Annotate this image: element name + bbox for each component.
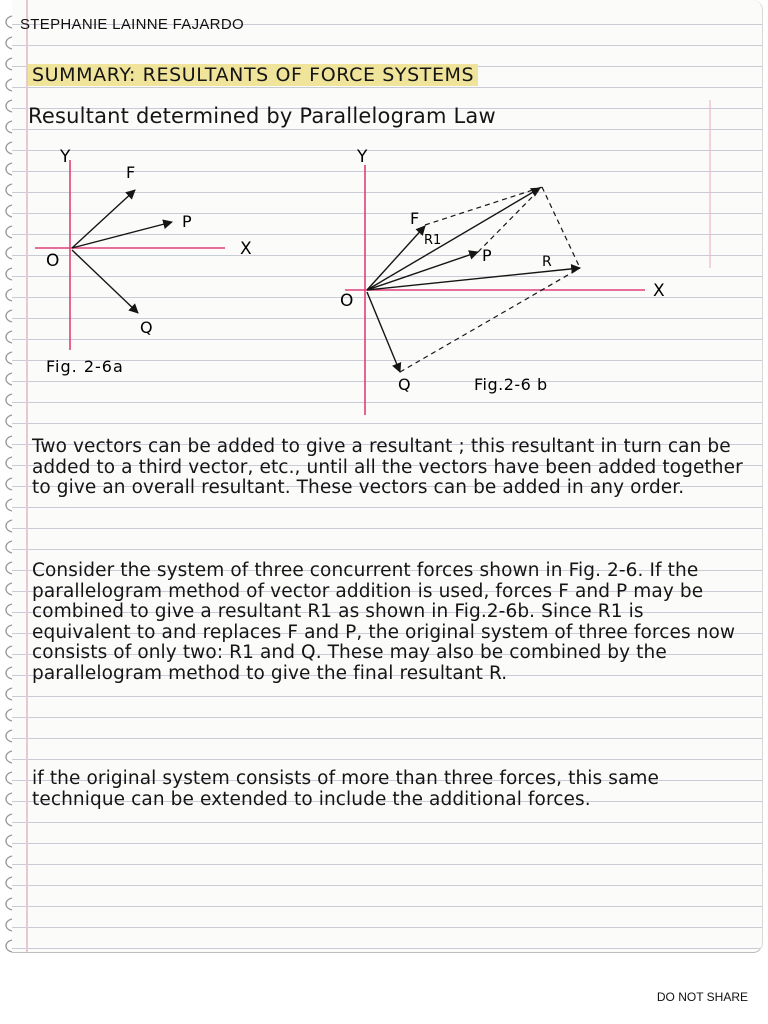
fig-b-r1-label: R1 — [424, 233, 442, 248]
fig-b-y-label: Y — [357, 147, 368, 167]
spiral-ring — [6, 583, 12, 595]
spiral-ring — [6, 730, 12, 742]
fig-b-origin-label: O — [340, 291, 354, 311]
spiral-ring — [6, 940, 12, 952]
footer-notice: DO NOT SHARE — [656, 990, 748, 1004]
spiral-ring — [6, 457, 12, 469]
page-subtitle: Resultant determined by Parallelogram Law — [28, 104, 496, 128]
paragraph-additional-forces: if the original system consists of more than three forces, this same technique can be extended to include the additional forces. — [32, 768, 660, 810]
paragraph-concurrent-forces: Consider the system of three concurrent forces shown in Fig. 2-6. If the parallelogram method of vector addition is used, forces F and P may be combined to give a resultant R1 as shown in Fig.2-6b. Since R1 is equivalent to and replaces F and P, the original system of three forces now consists of only two: R1 and Q. These may also be combined by the parallelogram method to give the final resultant R. — [32, 560, 736, 684]
spiral-ring — [6, 772, 12, 784]
spiral-ring — [6, 667, 12, 679]
fig-a-x-label: X — [240, 239, 252, 259]
spiral-ring — [6, 877, 12, 889]
fig-a-q-label: Q — [140, 318, 153, 337]
fig-a-caption: Fig. 2-6a — [46, 357, 124, 376]
fig-a-p-label: P — [182, 212, 192, 231]
spiral-ring — [6, 709, 12, 721]
fig-b-caption: Fig.2-6 b — [474, 375, 548, 394]
spiral-ring — [6, 604, 12, 616]
spiral-ring — [6, 898, 12, 910]
fig-a-origin-label: O — [46, 251, 60, 271]
spiral-ring — [6, 856, 12, 868]
figure-2-6a — [35, 147, 252, 376]
fig-a-f-label: F — [126, 163, 136, 182]
fig-b-f-label: F — [410, 209, 420, 228]
spiral-ring — [6, 562, 12, 574]
spiral-ring — [6, 793, 12, 805]
fig-b-p-label: P — [482, 246, 492, 265]
author-name: STEPHANIE LAINNE FAJARDO — [20, 16, 244, 33]
spiral-ring — [6, 499, 12, 511]
spiral-ring — [6, 646, 12, 658]
fig-b-x-label: X — [653, 281, 665, 301]
spiral-ring — [6, 688, 12, 700]
spiral-ring — [6, 751, 12, 763]
spiral-ring — [6, 541, 12, 553]
spiral-ring — [6, 625, 12, 637]
spiral-ring — [6, 919, 12, 931]
fig-a-y-label: Y — [60, 147, 71, 167]
fig-b-construction-lines — [400, 187, 580, 372]
fig-b-r-label: R — [542, 254, 552, 270]
fig-a-vector-q — [72, 250, 138, 313]
page-title: SUMMARY: RESULTANTS OF FORCE SYSTEMS — [28, 64, 478, 86]
fig-b-vector-q — [367, 292, 400, 372]
spiral-ring — [6, 814, 12, 826]
paragraph-vector-addition: Two vectors can be added to give a resultant ; this resultant in turn can be added to a third vector, etc., until all the vectors have been added together to give an overall resultant. These vectors can be added in any order. — [32, 436, 743, 499]
spiral-ring — [6, 478, 12, 490]
figure-2-6b — [340, 147, 665, 415]
spiral-ring — [6, 835, 12, 847]
figures — [0, 0, 768, 440]
fig-b-q-label: Q — [398, 375, 411, 394]
spiral-ring — [6, 520, 12, 532]
